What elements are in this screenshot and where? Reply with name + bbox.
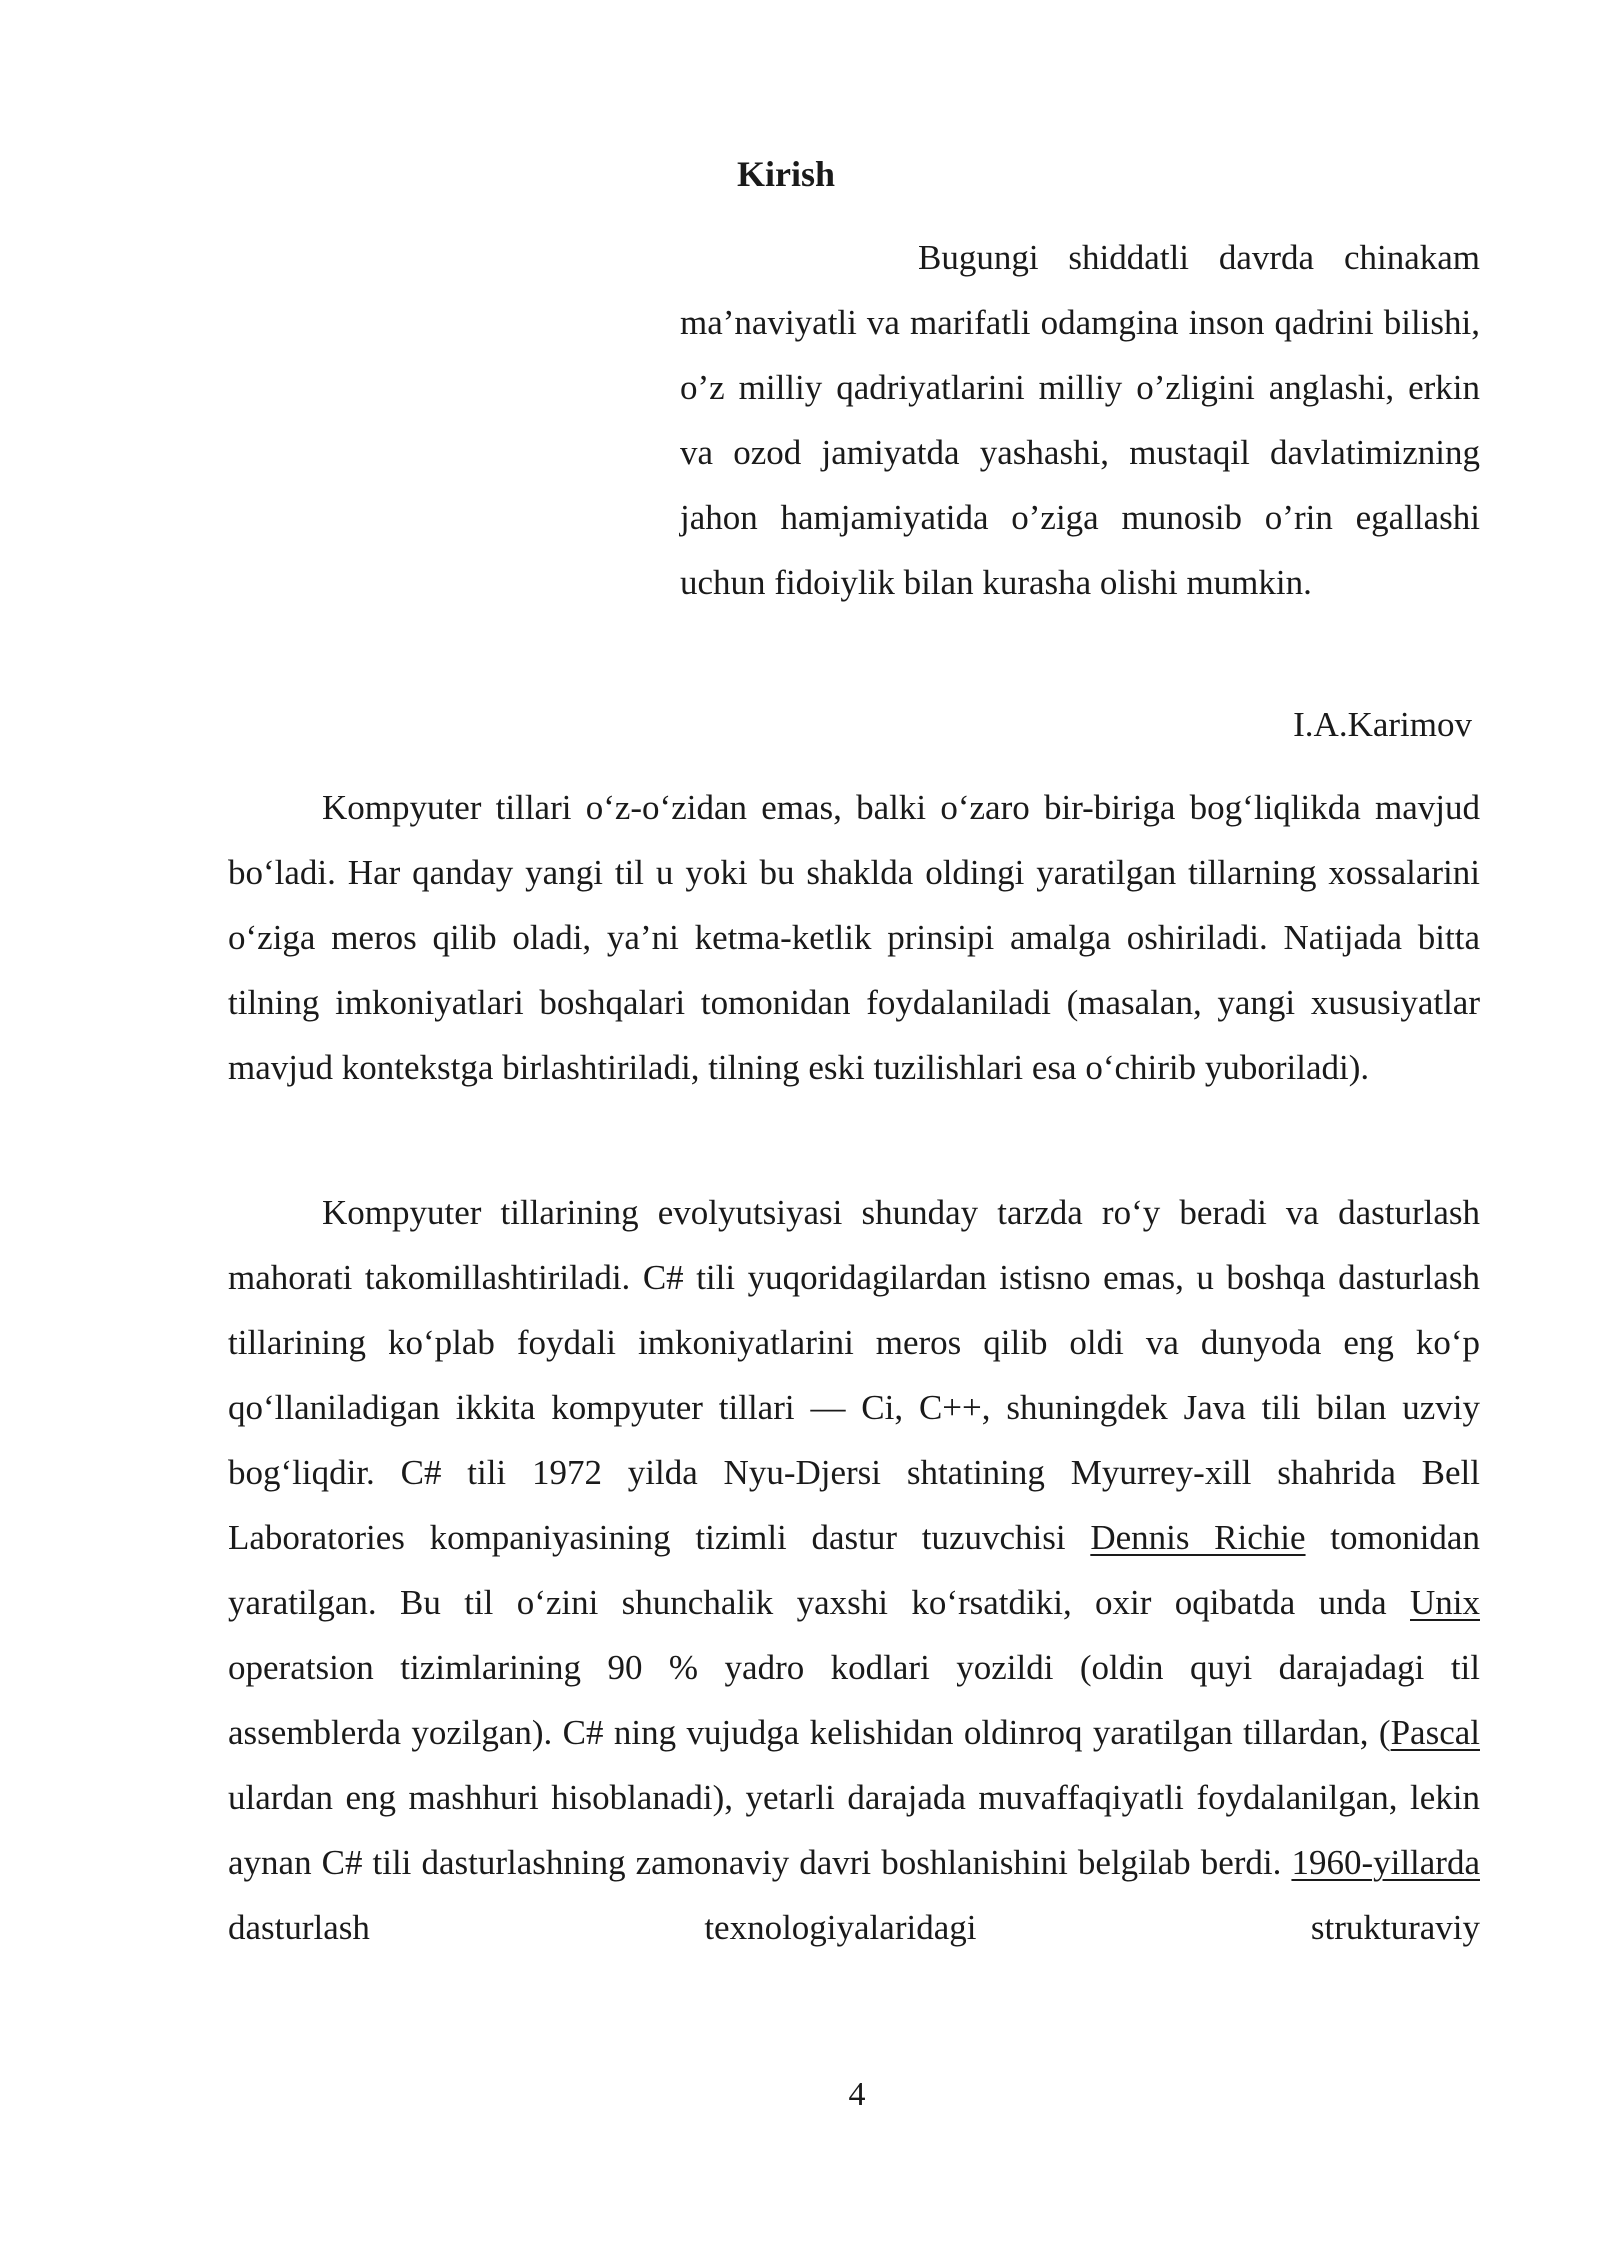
link-unix[interactable]: Unix bbox=[1410, 1583, 1480, 1622]
section-heading: Kirish bbox=[737, 154, 836, 194]
link-dennis-richie[interactable]: Dennis Richie bbox=[1090, 1518, 1306, 1557]
link-pascal[interactable]: Pascal bbox=[1390, 1713, 1480, 1752]
paragraph-text: Kompyuter tillarining evolyutsiyasi shunday tarzda ro‘y beradi va dasturlash mahorati takomillashtiriladi. C# tili yuqoridagilardan istisno emas, u boshqa dasturlash tillarining ko‘plab foydali imkoniyatlarini meros qilib oldi va dunyoda eng ko‘p qo‘llaniladigan ikkita kompyuter tillari — Ci, C++, shuningdek Java tili bilan uzviy bog‘liqdir. C# tili 1972 yilda Nyu-Djersi shtatining Myurrey-xill shahrida Bell Laboratories kompaniyasining tizimli dastur tuzuvchisi bbox=[228, 1193, 1480, 1557]
epigraph-quote: Bugungi shiddatli davrda chinakam ma’naviyatli va marifatli odamgina inson qadrini bilishi, o’z milliy qadriyatlarini milliy o’zligini anglashi, erkin va ozod jamiyatda yashashi, mustaqil davlatimizning jahon hamjamiyatida o’ziga munosib o’rin egallashi uchun fidoiylik bilan kurasha olishi mumkin. bbox=[680, 238, 1480, 602]
body-paragraph-1: Kompyuter tillari o‘z-o‘zidan emas, balki o‘zaro bir-biriga bog‘liqlikda mavjud bo‘ladi. Har qanday yangi til u yoki bu shaklda oldingi yaratilgan tillarning xossalarini o‘ziga meros qilib oladi, ya’ni ketma-ketlik prinsipi amalga oshiriladi. Natijada bitta tilning imkoniyatlari boshqalari tomonidan foydalaniladi (masalan, yangi xususiyatlar mavjud kontekstga birlashtiriladi, tilning eski tuzilishlari esa o‘chirib yuboriladi). bbox=[228, 788, 1480, 1087]
paragraph-text: operatsion tizimlarining 90 % yadro kodlari yozildi (oldin quyi darajadagi til assemblerda yozilgan). C# ning vujudga kelishidan oldinroq yaratilgan tillardan, ( bbox=[228, 1648, 1480, 1752]
epigraph-author: I.A.Karimov bbox=[1293, 705, 1472, 744]
link-1960-yillarda[interactable]: 1960-yillarda bbox=[1291, 1843, 1480, 1882]
paragraph-text: tomonidan yaratilgan. Bu til o‘zini shunchalik yaxshi ko‘rsatdiki, oxir oqibatda unda bbox=[228, 1518, 1480, 1622]
paragraph-text: ulardan eng mashhuri hisoblanadi), yetarli darajada muvaffaqiyatli foydalanilgan, lekin aynan C# tili dasturlashning zamonaviy davri boshlanishini belgilab berdi. bbox=[228, 1778, 1480, 1882]
paragraph-text: dasturlash texnologiyalaridagi strukturaviy bbox=[228, 1908, 1480, 1947]
page-number: 4 bbox=[848, 2076, 866, 2113]
body-paragraph-2 bbox=[228, 1180, 1480, 1960]
